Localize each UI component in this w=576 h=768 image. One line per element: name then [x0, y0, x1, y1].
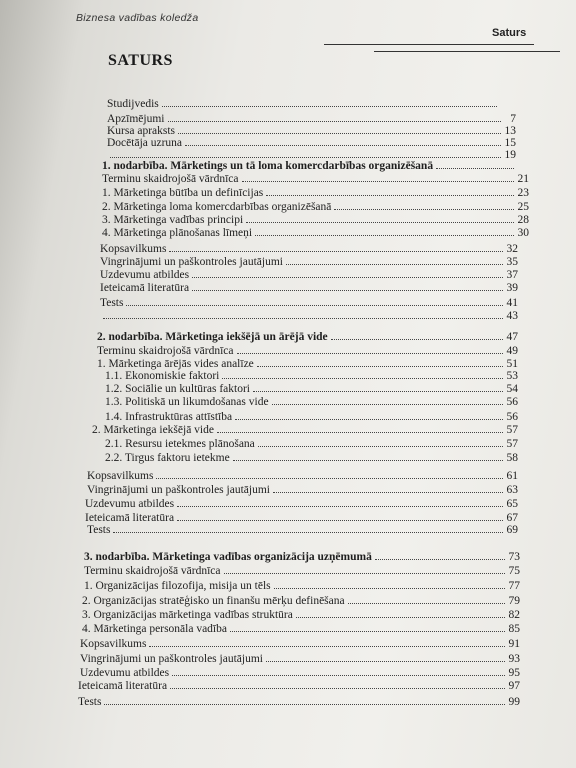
- toc-dot-leader: [172, 666, 505, 676]
- toc-dot-leader: [149, 637, 505, 647]
- toc-page-number: 63: [506, 484, 518, 496]
- toc-page-number: 91: [508, 638, 520, 650]
- toc-entry-label: Vingrinājumi un paškontroles jautājumi: [80, 653, 263, 665]
- toc-entry: [87, 469, 518, 482]
- toc-dot-leader: [192, 281, 503, 291]
- toc-entry: [102, 213, 529, 226]
- toc-dot-leader: [375, 550, 505, 560]
- toc-entry-label: Kopsavilkums: [80, 638, 147, 650]
- toc-entry: [78, 695, 520, 708]
- toc-entry: [102, 200, 529, 213]
- toc-dot-leader: [237, 344, 503, 354]
- toc-entry: [105, 451, 518, 464]
- toc-entry-label: Docētāja uzruna: [107, 137, 183, 149]
- toc-dot-leader: [253, 382, 503, 392]
- toc-page-number: 43: [506, 310, 518, 322]
- toc-page-number: 23: [517, 187, 529, 199]
- toc-dot-leader: [255, 226, 514, 236]
- toc-entry-label: Tests: [78, 696, 102, 708]
- toc-entry: [87, 523, 518, 536]
- toc-dot-leader: [246, 213, 514, 223]
- toc-entry: [105, 382, 518, 395]
- toc-page-number: 73: [508, 551, 520, 563]
- toc-page-number: 82: [508, 609, 520, 621]
- toc-entry: [84, 564, 520, 577]
- toc-dot-leader: [258, 437, 503, 447]
- toc-dot-leader: [168, 112, 502, 122]
- toc-page-number: 67: [506, 512, 518, 524]
- toc-dot-leader: [286, 255, 503, 265]
- toc-page-number: 56: [506, 411, 518, 423]
- header-rule-bottom: [374, 51, 560, 52]
- toc-entry: [100, 309, 518, 322]
- toc-entry: [100, 255, 518, 268]
- toc-page-number: 54: [506, 383, 518, 395]
- toc-entry-label: 1.4. Infrastruktūras attīstība: [105, 411, 233, 423]
- toc-entry: [102, 226, 529, 239]
- page-title: SATURS: [108, 52, 173, 69]
- toc-page-number: 51: [506, 358, 518, 370]
- toc-entry: [100, 268, 518, 281]
- toc-dot-leader: [224, 564, 505, 574]
- toc-entry: [82, 594, 520, 607]
- toc-dot-leader: [331, 330, 503, 340]
- toc-entry: [102, 172, 529, 185]
- toc-dot-leader: [177, 511, 503, 521]
- toc-entry-label: Terminu skaidrojošā vārdnīca: [97, 345, 234, 357]
- toc-entry-label: 1.2. Sociālie un kultūras faktori: [105, 383, 250, 395]
- toc-section-heading: [84, 550, 520, 563]
- toc-entry: [80, 637, 520, 650]
- toc-entry-label: 2. Mārketinga loma komercdarbības organizēšanā: [102, 201, 332, 213]
- toc-dot-leader: [233, 451, 503, 461]
- toc-entry-label: Kursa apraksts: [107, 125, 176, 137]
- running-header-college: Biznesa vadības koledža: [76, 12, 199, 24]
- toc-page-number: 39: [506, 282, 518, 294]
- toc-page-number: 99: [508, 696, 520, 708]
- toc-entry-label: 1.3. Politiskā un likumdošanas vide: [105, 396, 269, 408]
- toc-entry: [100, 242, 518, 255]
- toc-dot-leader: [266, 652, 505, 662]
- toc-dot-leader: [217, 423, 503, 433]
- toc-section-heading: [97, 330, 518, 343]
- toc-entry: [80, 652, 520, 665]
- toc-page-number: 57: [506, 438, 518, 450]
- toc-entry: [100, 296, 518, 309]
- toc-dot-leader: [334, 200, 514, 210]
- toc-dot-leader: [192, 268, 503, 278]
- toc-dot-leader: [103, 309, 503, 319]
- toc-entry: [97, 344, 518, 357]
- toc-entry-label: Ieteicamā literatūra: [85, 512, 175, 524]
- toc-page-number: 61: [506, 470, 518, 482]
- toc-entry: [82, 608, 520, 621]
- toc-dot-leader: [170, 679, 505, 689]
- toc-page-number: 35: [506, 256, 518, 268]
- toc-entry: [84, 579, 520, 592]
- toc-entry-label: Apzīmējumi: [107, 113, 165, 125]
- toc-entry-label: Ieteicamā literatūra: [100, 282, 190, 294]
- toc-entry-label: 3. Organizācijas mārketinga vadības struktūra: [82, 609, 293, 621]
- toc-dot-leader: [169, 242, 503, 252]
- toc-entry: [107, 97, 512, 110]
- toc-entry-label: 2. nodarbība. Mārketinga iekšējā un ārējā vide: [97, 331, 328, 343]
- toc-entry-label: 2.2. Tirgus faktoru ietekme: [105, 452, 230, 464]
- toc-entry-label: 4. Mārketinga plānošanas līmeņi: [102, 227, 253, 239]
- toc-page-number: 47: [506, 331, 518, 343]
- toc-page-number: 15: [504, 137, 516, 149]
- toc-dot-leader: [185, 136, 501, 146]
- toc-entry-label: 3. nodarbība. Mārketinga vadības organizācija uzņēmumā: [84, 551, 372, 563]
- toc-entry-label: Ieteicamā literatūra: [78, 680, 168, 692]
- toc-page-number: 41: [506, 297, 518, 309]
- toc-entry-label: Terminu skaidrojošā vārdnīca: [84, 565, 221, 577]
- toc-page-number: 53: [506, 370, 518, 382]
- toc-dot-leader: [110, 148, 501, 158]
- toc-entry: [80, 666, 520, 679]
- toc-page-number: 25: [517, 201, 529, 213]
- toc-entry-label: 4. Mārketinga personāla vadība: [82, 623, 227, 635]
- toc-entry-label: Uzdevumu atbildes: [80, 667, 170, 679]
- toc-section-heading: [102, 159, 529, 172]
- toc-entry: [105, 369, 518, 382]
- toc-entry-label: 2. Organizācijas stratēģisko un finanšu mērķu definēšana: [82, 595, 345, 607]
- toc-page-number: 85: [508, 623, 520, 635]
- toc-entry-label: Vingrinājumi un paškontroles jautājumi: [100, 256, 283, 268]
- toc-entry: [100, 281, 518, 294]
- toc-page-number: 28: [517, 214, 529, 226]
- toc-page-number: 75: [508, 565, 520, 577]
- toc-page-number: 49: [506, 345, 518, 357]
- toc-entry-label: Studijvedis: [107, 98, 159, 110]
- toc-entry-label: 1. Mārketinga būtība un definīcijas: [102, 187, 264, 199]
- toc-dot-leader: [177, 497, 503, 507]
- toc-entry: [82, 622, 520, 635]
- toc-entry: [87, 483, 518, 496]
- toc-entry-label: 2.1. Resursu ietekmes plānošana: [105, 438, 255, 450]
- toc-entry-label: Kopsavilkums: [100, 243, 167, 255]
- toc-entry-label: Tests: [87, 524, 111, 536]
- toc-entry-label: Terminu skaidrojošā vārdnīca: [102, 173, 239, 185]
- toc-page-number: 19: [504, 149, 516, 161]
- toc-page-number: 30: [517, 227, 529, 239]
- toc-page-number: 69: [506, 524, 518, 536]
- toc-page-number: 57: [506, 424, 518, 436]
- toc-entry-label: 1. Organizācijas filozofija, misija un tēls: [84, 580, 271, 592]
- toc-dot-leader: [274, 579, 505, 589]
- toc-entry-label: Uzdevumu atbildes: [100, 269, 190, 281]
- toc-entry-label: 2. Mārketinga iekšējā vide: [92, 424, 214, 436]
- toc-entry-label: Tests: [100, 297, 124, 309]
- toc-dot-leader: [178, 124, 501, 134]
- toc-dot-leader: [104, 695, 505, 705]
- toc-page-number: 93: [508, 653, 520, 665]
- toc-entry: [105, 437, 518, 450]
- toc-dot-leader: [162, 97, 497, 107]
- toc-page-number: 37: [506, 269, 518, 281]
- toc-dot-leader: [126, 296, 503, 306]
- toc-entry: [105, 410, 518, 423]
- toc-entry-label: Uzdevumu atbildes: [85, 498, 175, 510]
- running-header-section: Saturs: [492, 27, 527, 39]
- toc-page-number: 58: [506, 452, 518, 464]
- toc-dot-leader: [296, 608, 505, 618]
- toc-dot-leader: [230, 622, 505, 632]
- toc-page-number: 65: [506, 498, 518, 510]
- toc-dot-leader: [436, 159, 514, 169]
- toc-page-number: 95: [508, 667, 520, 679]
- toc-page-number: 21: [517, 173, 529, 185]
- toc-dot-leader: [272, 395, 503, 405]
- toc-page-number: 97: [508, 680, 520, 692]
- toc-dot-leader: [156, 469, 503, 479]
- toc-dot-leader: [222, 369, 503, 379]
- toc-entry: [78, 679, 520, 692]
- toc-dot-leader: [242, 172, 514, 182]
- toc-entry-label: 1.1. Ekonomiskie faktori: [105, 370, 220, 382]
- toc-entry-label: Vingrinājumi un paškontroles jautājumi: [87, 484, 270, 496]
- toc-entry: [85, 497, 518, 510]
- toc-entry-label: 1. nodarbība. Mārketings un tā loma komercdarbības organizēšanā: [102, 160, 434, 172]
- toc-entry-label: 1. Mārketinga ārējās vides analīze: [97, 358, 254, 370]
- toc-entry: [102, 186, 529, 199]
- toc-page-number: 79: [508, 595, 520, 607]
- toc-entry: [92, 423, 518, 436]
- toc-entry-label: 3. Mārketinga vadības principi: [102, 214, 244, 226]
- toc-dot-leader: [348, 594, 505, 604]
- toc-page-number: 56: [506, 396, 518, 408]
- header-rule-top: [324, 44, 534, 45]
- toc-dot-leader: [266, 186, 514, 196]
- toc-entry: [105, 395, 518, 408]
- toc-page-number: 32: [506, 243, 518, 255]
- toc-page-number: 77: [508, 580, 520, 592]
- toc-dot-leader: [257, 357, 503, 367]
- toc-dot-leader: [235, 410, 503, 420]
- toc-entry-label: Kopsavilkums: [87, 470, 154, 482]
- toc-page-number: 7: [510, 113, 516, 125]
- toc-dot-leader: [113, 523, 503, 533]
- toc-dot-leader: [273, 483, 503, 493]
- toc-page-number: 13: [504, 125, 516, 137]
